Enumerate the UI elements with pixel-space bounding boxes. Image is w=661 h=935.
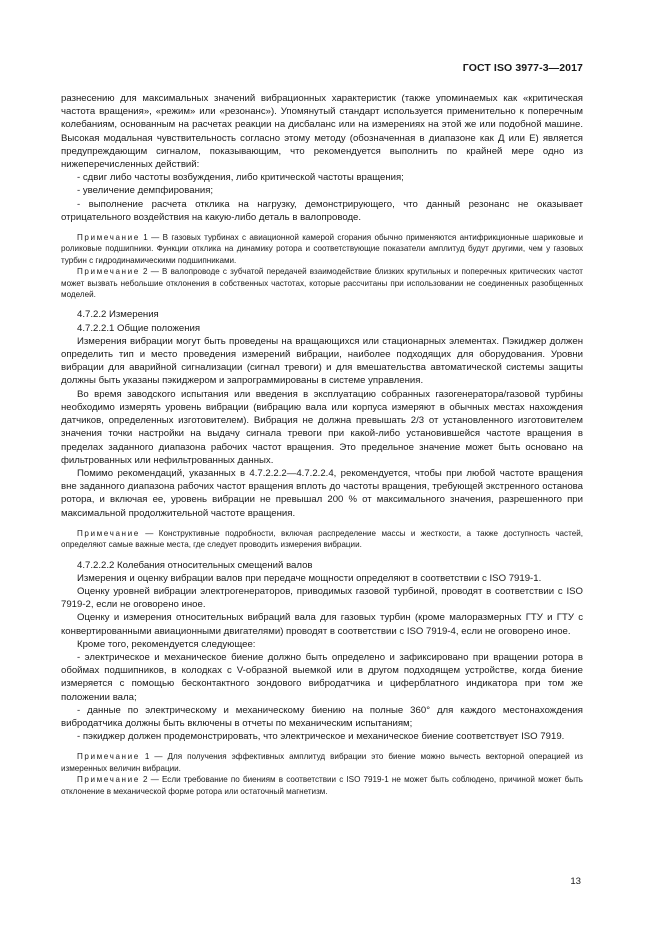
note-text: 2 — Если требование по биениям в соответствии с ISO 7919-1 не может быть соблюдено, причиной может быть отклонение в механической форме ротора или остаточный магнетизм.: [61, 775, 583, 796]
list-item: - увеличение демпфирования;: [77, 185, 214, 197]
body-paragraph: Оценку и измерения относительных вибраций вала для газовых турбин (кроме малоразмерных ГТУ и ГТУ с конвертированными авиационными двигателями) проводят в соответствии с ISO 7919-4, если не оговорено иное.: [61, 612, 583, 637]
body-paragraph: Измерения вибрации могут быть проведены на вращающихся или стационарных элементах. Пэкиджер должен определить тип и место проведения измерений вибрации, наиболее подходящих для оборудования. Уровни вибрации для аварийной сигнализации (сигнал тревоги) и для вмешательства автоматической системы защиты должны быть указаны пэкиджером и запрограммированы в системе управления.: [61, 335, 583, 387]
body-paragraph: Помимо рекомендаций, указанных в 4.7.2.2.2—4.7.2.2.4, рекомендуется, чтобы при любой частоте вращения вне заданного диапазона рабочих частот вращения вплоть до частоты вращения, требующей экстренного останова ротора, и включая ее, уровень вибрации не превышал 200 % от максимального значения, разрешенного при максимальной продолжительной частоте вращения.: [61, 467, 583, 519]
note-label: Примечание: [77, 775, 140, 785]
body-paragraph: Во время заводского испытания или введения в эксплуатацию собранных газогенератора/газовой турбины необходимо измерять уровень вибрации (вибрацию вала или корпуса измеряют в обычных местах нахождения датчиков, определенных изготовителем). Вибрация не должна превышать 2/3 от установленного изготовителем значения точки настройки на выдачу сигнала тревоги при какой-либо установившейся частоте вращения в пределах заданного диапазона рабочих частот вращения. Это предельное значение может быть основано на фильтрованных или нефильтрованных данных.: [61, 388, 583, 466]
section-heading: 4.7.2.2 Измерения: [77, 309, 159, 321]
note-text: 1 — В газовых турбинах с авиационной камерой сгорания обычно применяются антифрикционные шариковые и роликовые подшипники. Функции отклика на динамику ротора и соответствующие показатели амплитуд будут другими, чем у газовых турбин с гидродинамическими подшипниками.: [61, 233, 583, 265]
note-label: Примечание: [77, 233, 140, 243]
note-text: 1 — Для получения эффективных амплитуд вибрации это биение можно вычесть векторной операцией из измеренных величин вибрации.: [61, 752, 583, 773]
subsection-heading: 4.7.2.2.2 Колебания относительных смещений валов: [77, 559, 313, 571]
note: [61, 774, 583, 797]
body-paragraph: разнесению для максимальных значений вибрационных характеристик (также упоминаемых как «критическая частота вращения», «режим» или «резонанс»). Упомянутый стандарт используется применительно к поперечным колебаниям, основанным на расчетах реакции на дисбаланс или на измерениях на этой же или подобной машине. Высокая модальная чувствительность согласно этому методу (обозначенная в диапазоне как Д или Е) является предупреждающим сигналом, показывающим, что рекомендуется выполнить по крайней мере одно из нижеперечисленных действий:: [61, 93, 583, 171]
note: [61, 266, 583, 300]
list-item: - сдвиг либо частоты возбуждения, либо критической частоты вращения;: [77, 172, 404, 184]
page-body: [61, 92, 583, 797]
note: [61, 232, 583, 266]
document-code: ГОСТ ISO 3977-3—2017: [462, 62, 583, 74]
body-paragraph: Кроме того, рекомендуется следующее:: [77, 638, 256, 650]
body-paragraph: Измерения и оценку вибрации валов при передаче мощности определяют в соответствии с ISO 7919-1.: [77, 572, 542, 584]
note-label: Примечание: [77, 267, 140, 277]
page-number: 13: [570, 876, 581, 887]
list-item: - выполнение расчета отклика на нагрузку, демонстрирующего, что данный резонанс не оказывает отрицательного воздействия на какую-либо деталь в валопроводе.: [61, 198, 583, 223]
list-item: - данные по электрическому и механическому биению на полные 360° для каждого местонахождения вибродатчика должны быть включены в отчеты по механическим испытаниям;: [61, 704, 583, 729]
list-item: - пэкиджер должен продемонстрировать, что электрическое и механическое биение соответствует ISO 7919.: [77, 731, 565, 743]
note: [61, 528, 583, 551]
note-label: Примечание: [77, 752, 140, 762]
note-text: 2 — В валопроводе с зубчатой передачей взаимодействие близких крутильных и поперечных критических частот может вызвать небольшие отклонения в собственных частотах, которые рассчитаны при использовании не соединенных разобщенных моделей.: [61, 267, 583, 300]
list-item: - электрическое и механическое биение должно быть определено и зафиксировано при вращении ротора в обоймах подшипников, в колодках с V-образной выемкой или в другом подходящем устройстве, когда биение измеряется с помощью бесконтактного зондового вибродатчика и циферблатного индикатора при том же положении вала;: [61, 651, 583, 703]
subsection-heading: 4.7.2.2.1 Общие положения: [77, 322, 201, 334]
note-text: — Конструктивные подробности, включая распределение массы и жесткости, а также доступность частей, определяют самые важные места, где следует проводить измерения вибрации.: [61, 528, 583, 550]
note: [61, 751, 583, 774]
note-label: Примечание: [77, 528, 140, 538]
body-paragraph: Оценку уровней вибрации электрогенераторов, приводимых газовой турбиной, проводят в соответствии с ISO 7919-2, если не оговорено иное.: [61, 585, 583, 611]
